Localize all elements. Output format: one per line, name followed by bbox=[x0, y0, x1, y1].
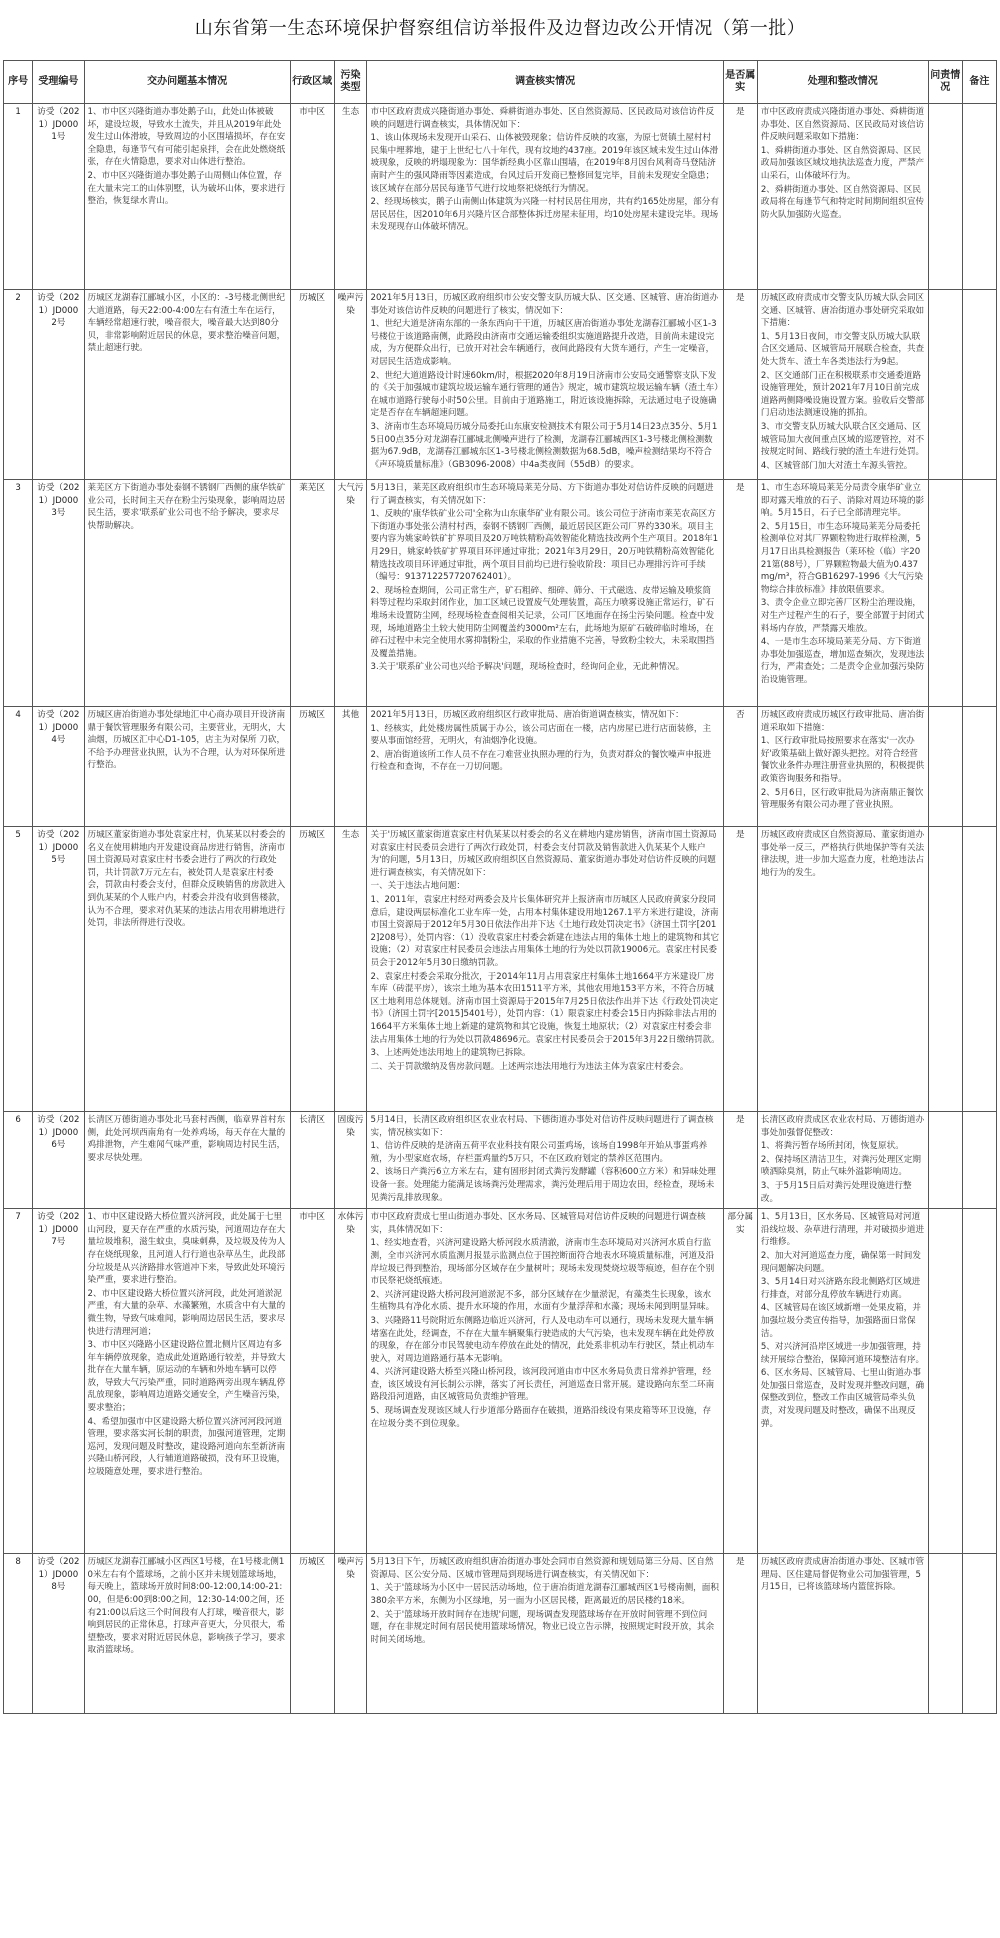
cell-code: 访受（2021）JD0008号 bbox=[33, 1554, 84, 1714]
cell-handling: 历城区政府责成历城区行政审批局、唐冶街道采取如下措施： 1、区行政审批局按照要求在落实'一次办好'政策基础上做好源头把控。对符合经营餐饮业条件办理注册营业执照的，积极提供政策咨询服务和指导。 2、5月6日，区行政审批局为济南鼎正餐饮管理服务有限公司办理了营业执照。 bbox=[757, 707, 928, 827]
cell-district: 市中区 bbox=[290, 1209, 334, 1554]
cell-pollution: 噪声污染 bbox=[334, 1554, 367, 1714]
cell-pollution: 固废污染 bbox=[334, 1112, 367, 1209]
cell-issue: 历城区唐冶街道办事处绿地汇中心商办项目开设济南鼎于餐饮管理服务有限公司，主要营业，无明火，大油烟，历城区汇中心D1-105，店主为对保所 刀砍，不给予办理营业执照，认为不合理，认为对环保所进行整治。 bbox=[84, 707, 290, 827]
cell-investigation: 2021年5月13日，历城区政府组织区行政审批局、唐冶街道调查核实，情况如下： 1、经核实，此处楼房属性质属于办公，该公司店面在一楼，店内房屋已进行店面装修，主要从事面馆经营，无明火，有油烟净化设施。 2、唐冶街道该所工作人员不存在刁难营业执照办理的行为，负责对群众的餐饮噪声申报进行检查和查询，不存在一刀切问题。 bbox=[367, 707, 723, 827]
table-row bbox=[4, 827, 997, 1112]
cell-issue: 历城区龙湖春江郦城小区西区1号楼，在1号楼北侧10米左右有个篮球场，之前小区并未规划篮球场地，每天晚上，篮球场开放时间8:00-12:00,14:00-21:00，但是6:00到8:00之间，12:30-14:00之间，还有21:00以后这三个时间段有人打球，噪音很大，影响到居民的正常休息，打球声音更大，分贝很大，希望整改，要求对附近居民休息，影响孩子学习，要求取消篮球场。 bbox=[84, 1554, 290, 1714]
cell-verified: 是 bbox=[723, 1112, 757, 1209]
cell-district: 历城区 bbox=[290, 1554, 334, 1714]
cell-verified: 是 bbox=[723, 290, 757, 480]
header-handling: 处理和整改情况 bbox=[757, 61, 928, 104]
cell-code: 访受（2021）JD0005号 bbox=[33, 827, 84, 1112]
header-district: 行政区域 bbox=[290, 61, 334, 104]
header-verified: 是否属实 bbox=[723, 61, 757, 104]
header-accountability: 问责情况 bbox=[928, 61, 962, 104]
cell-investigation: 关于'历城区董家街道袁家庄村仇某某以村委会的名义在耕地内建房销售，济南市国土资源局对袁家庄村民委员会进行了两次行政处罚，村委会支付罚款及销售款进入仇某某个人账户为'的问题，5月13日，历城区政府组织区自然资源局、董家街道办事处对信访件反映的问题进行调查核实，有关情况如下： 一、关于违法占地问题： 1、2011年，袁家庄村经对两委会及片长集体研究并上报济南市历城区人民政府黄家分段同意后，建设两层标准化工业车库一处，占用本村集体建设用地1267.1平方米进行建设，济南市国土资源局于2012年5月30日依法作出并下达《土地行政处罚决定书》（济国土罚字[2012]208号），处罚内容：（1）没收袁家庄村委会新建在违法占用的集体土地上的建筑物和其它设施；（2）对袁家庄村民委员会违法占用集体土地的行为处以罚款19006元。袁家庄村民委员会于2012年5月30日缴纳罚款。 2、袁家庄村委会采取分批次，于2014年11月占用袁家庄村集体土地1664平方米建设厂房车库（砖混平房），该宗土地为基本农田1511平方米，其他农用地153平方米，不符合历城区土地利用总体规划。济南市国土资源局于2015年7月25日依法作出并下达《行政处罚决定书》（济国土罚字[2015]5401号），处罚内容：（1）限袁家庄村委会15日内拆除非法占用的1664平方米集体土地上新建的建筑物和其它设施，恢复土地原状；（2）对袁家庄村委会非法占用集体土地的行为处以罚款48696元。袁家庄村民委员会于2015年3月22日缴纳罚款。 3、上述两处违法用地上的建筑物已拆除。 二、关于罚款缴纳及售房款问题。上述两宗违法用地行为违法主体为袁家庄村委会。 bbox=[367, 827, 723, 1112]
cell-issue: 历城区龙湖春江郦城小区，小区的：-3号楼北侧世纪大道道路，每天22:00-4:00左右有渣土车在运行，车辆经常超速行驶，噪音很大，噪音最大达到80分贝，非常影响附近居民的休息，要求整治噪音问题，禁止超速行驶。 bbox=[84, 290, 290, 480]
cell-issue: 莱芜区方下街道办事处泰钢不锈钢厂西侧的康华铁矿业公司，长时间主天存在粉尘污染现象，影响周边居民生活，要求'联系矿业公司也不给予解决，要求尽快帮助解决。 bbox=[84, 480, 290, 707]
cell-issue: 历城区董家街道办事处袁家庄村，仇某某以村委会的名义在使用耕地内开发建设商品房进行销售，济南市国土资源局对袁家庄村书委会进行了两次的行政处罚，共计罚款7万元左右，被处罚人是袁家庄村委会，罚款由村委会支付，但群众反映销售的房款进入到仇某某的个人账户内，村委会并没有收到售楼款，认为不合理，要求对仇某某的违法占用农用耕地进行处罚，非法所得进行没收。 bbox=[84, 827, 290, 1112]
cell-remark bbox=[962, 480, 996, 707]
header-seq: 序号 bbox=[4, 61, 33, 104]
cell-pollution: 生态 bbox=[334, 104, 367, 290]
cell-pollution: 大气污染 bbox=[334, 480, 367, 707]
cell-remark bbox=[962, 104, 996, 290]
cell-accountability bbox=[928, 480, 962, 707]
cell-district: 历城区 bbox=[290, 707, 334, 827]
cell-pollution: 水体污染 bbox=[334, 1209, 367, 1554]
cell-investigation: 5月13日，莱芜区政府组织市生态环境局莱芜分局、方下街道办事处对信访件反映的问题进行了调查核实，有关情况如下： 1、反映的'康华铁矿业公司'全称为山东康华矿业有限公司。该公司位于济南市莱芜农高区方下街道办事处张公清村村西，泰钢不锈钢厂西侧，最近居民区距公司厂界约330米。项目主要内容为姚家岭铁矿扩界项目及20万吨铁精粉高效智能化精选技改两个生产项目。2018年1月29日，姚家岭铁矿扩界项目环评通过审批；2021年3月29日，20万吨铁精粉高效智能化精选技改项目环评通过审批，两个项目目前均已进行验收阶段：项目已办理排污许可手续（编号：913712257720762401）。 2、现场检查期间，公司正常生产，矿石粗碎、细碎、筛分、干式磁选、皮带运输及喷浆筒料等过程均采取封闭作业，加工区域已设置废气处理装置，高压力喷雾设施正常运行，矿石堆场未设置防尘网，经现场检查查阅相关记录，公司厂区地面存在扬尘污染问题。检查中发现，场地道路尘土较大使用防尘网覆盖约3000m²左右，此场地为原矿石破碎临时堆场，在碎石过程中未完全使用水雾抑制粉尘，采取的作业措施不完善，导致粉尘较大，未采取围挡及覆盖措施。 3.关于'联系矿业公司也兴给予解决'问题，现场检查时，经询问企业，无此种情况。 bbox=[367, 480, 723, 707]
cell-pollution: 噪声污染 bbox=[334, 290, 367, 480]
cell-remark bbox=[962, 1554, 996, 1714]
table-header bbox=[4, 61, 997, 104]
header-code: 受理编号 bbox=[33, 61, 84, 104]
cell-district: 市中区 bbox=[290, 104, 334, 290]
cell-district: 历城区 bbox=[290, 290, 334, 480]
cell-seq: 7 bbox=[4, 1209, 33, 1554]
cell-issue: 1、市中区兴隆街道办事处鹅子山，此处山体被破坏，建设垃圾，导致水土流失，并且从2019年此处发生过山体滑坡，导致周边的小区围墙损坏，存在安全隐患，每逢节气有可能引起泉拌，会在此处燃烧纸张，存在火情隐患，要求对山体进行整治。 2、市中区兴隆街道办事处鹅子山周侧山体位置，存在大量未完工的山体别墅，认为破坏山体，要求进行整治，恢复绿水青山。 bbox=[84, 104, 290, 290]
cell-remark bbox=[962, 1209, 996, 1554]
cell-handling: 长清区政府责成区农业农村局、万德街道办事处加强督促整改： 1、将粪污暂存场所封闭，恢复原状。 2、保持场区清洁卫生，对粪污处理区定期喷洒除臭剂，防止气味外溢影响周边。 3、于5月15日后对粪污处理设施进行整改。 bbox=[757, 1112, 928, 1209]
header-pollution: 污染类型 bbox=[334, 61, 367, 104]
table-row bbox=[4, 1209, 997, 1554]
cell-seq: 4 bbox=[4, 707, 33, 827]
cell-handling: 历城区政府责成唐冶街道办事处、区城市管理局、区住建局督促物业公司加强管理，5月15日，已将该篮球场内篮筐拆除。 bbox=[757, 1554, 928, 1714]
cell-verified: 是 bbox=[723, 480, 757, 707]
cell-verified: 是 bbox=[723, 827, 757, 1112]
table-row bbox=[4, 1112, 997, 1209]
cell-accountability bbox=[928, 290, 962, 480]
cell-accountability bbox=[928, 1554, 962, 1714]
cell-remark bbox=[962, 290, 996, 480]
cell-handling: 历城区政府责成市交警支队历城大队会同区交通、区城管、唐冶街道办事处研究采取如下措施： 1、5月13日夜间，市交警支队历城大队联合区交通局、区城管局开展联合检查，共查处大货车、渣土车各类违法行为9起。 2、区交通部门正在积极联系市交通委道路设施管理处，预计2021年7月10日前完成道路两侧降噪设施设置方案。验收后交警部门启动违法测速设施的抓拍。 3、市交警支队历城大队联合区交通局、区城管局加大夜间重点区域的巡逻管控，对不按规定时间、路线行驶的渣土车进行处罚。 4、区城管部门加大对渣土车源头管控。 bbox=[757, 290, 928, 480]
complaint-table bbox=[3, 60, 997, 1714]
cell-district: 长清区 bbox=[290, 1112, 334, 1209]
cell-handling: 市中区政府责成兴隆街道办事处、舜耕街道办事处、区自然资源局、区民政局对该信访件反映问题采取如下措施： 1、舜耕街道办事处、区自然资源局、区民政局加强该区域坟地执法巡查力度，严禁产山采石，山体破坏行为。 2、舜耕街道办事处、区自然资源局、区民政局将在每逢节气和特定时间期间组织宣传防火队加强防火巡查。 bbox=[757, 104, 928, 290]
cell-verified: 是 bbox=[723, 104, 757, 290]
cell-accountability bbox=[928, 707, 962, 827]
cell-investigation: 市中区政府责成兴隆街道办事处、舜耕街道办事处、区自然资源局、区民政局对该信访件反映的问题进行调查核实，具体情况如下： 1、该山体现场未发现开山采石、山体被毁现象；信访件反映的攻塞，为原七贤镇土屋村村民集中埋葬地，建于上世纪七八十年代，现有坟地约437座。2019年该区域未发生过山体滑坡现象，反映的坍塌现象为：国华新经典小区靠山围墙，在2019年8月因台风利奇马登陆济南时产生的强风降雨等因素造成，台风过后开发商已整修回复完毕，目前未发现安全隐患；该区域存在部分居民每逢节气进行坟地祭祀烧纸行为情况。 2、经现场核实，鹅子山南侧山体建筑为兴隆一村村民居住用房，共有约165处房屋，部分有居民居住，因2010年6月兴隆片区合部整体拆迁房屋未征用，均10处房屋未建设完毕。现场未发现现存山体破坏情况。 bbox=[367, 104, 723, 290]
cell-district: 莱芜区 bbox=[290, 480, 334, 707]
cell-code: 访受（2021）JD0007号 bbox=[33, 1209, 84, 1554]
cell-issue: 长清区万德街道办事处北马套村西侧，临章界首村东侧，此处河坝西南角有一处养鸡场，每天存在大量的鸡排泄物，产生难闻气味严重，影响周边村民生活，要求尽快处理。 bbox=[84, 1112, 290, 1209]
cell-seq: 8 bbox=[4, 1554, 33, 1714]
header-issue: 交办问题基本情况 bbox=[84, 61, 290, 104]
cell-handling: 1、市生态环境局莱芜分局责令康华矿业立即对露天堆放的石子、消除对周边环境的影响。5月15日，石子已全部清理完毕。 2、5月15日，市生态环境局莱芜分局委托检测单位对其厂界颗粒物进行取样检测，5月17日出具检测报告（莱环检（临）字2021第(88号），厂界颗粒物最大值为0.437mg/m³，符合GB16297-1996《大气污染物综合排放标准》排放限值要求。 3、责令企业立即完善厂区粉尘治理设施，对生产过程产生的石子，要全部置于封闭式料场内存放，严禁露天堆放。 4、一是市生态环境局莱芜分局、方下街道办事处加强巡查，增加巡查频次，发现违法行为，严肃查处；二是责令企业加强污染防治设施管理。 bbox=[757, 480, 928, 707]
cell-accountability bbox=[928, 1209, 962, 1554]
cell-investigation: 市中区政府责成七里山街道办事处、区水务局、区城管局对信访件反映的问题进行调查核实，具体情况如下： 1、经实地查看，兴济河建设路大桥河段水质清澈，济南市生态环境局对兴济河水质自行监测，全市兴济河水质监测月报显示监测点位于国控断面符合地表水环境质量标准，河道及沿岸垃圾已得到整治，现场部分区域存在少量树叶；现场未发现焚烧垃圾等痕迹，但存在个别市民祭祀烧纸痕迹。 2、兴济河建设路大桥河段河道淤泥不多，部分区域存在少量淤泥，有藻类生长现象，该水生植物具有净化水质、提升水环境的作用，水面有少量浮萍和水藻；现场未闻到明显异味。 3、兴隆路11号院附近东侧路边临近兴济河，行人及电动车可以通行，现场未发现大量车辆堵塞在此处，经调查，不存在大量车辆聚集行驶造成的大气污染，也未发现车辆在此处停放的现象，存在部分市民驾驶电动车停放在此处的情况，此处系非机动车行驶区，禁止机动车驶入，对周边道路通行基本无影响。 4、兴济河建设路大桥至兴隆山桥河段，该河段河道由市中区水务局负责日常养护管理，经查，该区域设有河长制公示牌，落实了河长责任，河道巡查日常开展。建设路向东至二环南路段沿河道路，由区城管局负责维护管理。 5、现场调查发现该区域人行步道部分路面存在破损，道路沿线设有果皮箱等环卫设施，存在垃圾分类不到位现象。 bbox=[367, 1209, 723, 1554]
cell-code: 访受（2021）JD0003号 bbox=[33, 480, 84, 707]
cell-pollution: 其他 bbox=[334, 707, 367, 827]
cell-remark bbox=[962, 827, 996, 1112]
cell-code: 访受（2021）JD0002号 bbox=[33, 290, 84, 480]
cell-code: 访受（2021）JD0001号 bbox=[33, 104, 84, 290]
cell-seq: 1 bbox=[4, 104, 33, 290]
table-row bbox=[4, 480, 997, 707]
cell-district: 历城区 bbox=[290, 827, 334, 1112]
cell-investigation: 5月13日下午，历城区政府组织唐冶街道办事处会同市自然资源和规划局第三分局、区自然资源局、区公安分局、区城市管理局到现场进行调查核实，有关情况如下： 1、关于'篮球场为小区中一居民活动场地，位于唐冶街道龙湖春江郦城西区1号楼南侧，面积380余平方米，东侧为小区绿地，另一面为小区居民楼，距离最近的居民楼约18米。 2、关于'篮球场开放时间存在违规'问题，现场调查发现篮球场存在开放时间管理不到位问题，存在非规定时间有居民使用篮球场情况，物业已设立告示牌，按照规定时段开放，其余时间关闭场地。 bbox=[367, 1554, 723, 1714]
header-remark: 备注 bbox=[962, 61, 996, 104]
cell-remark bbox=[962, 1112, 996, 1209]
cell-remark bbox=[962, 707, 996, 827]
page-title: 山东省第一生态环境保护督察组信访举报件及边督边改公开情况（第一批） bbox=[194, 18, 806, 39]
header-investigation: 调查核实情况 bbox=[367, 61, 723, 104]
cell-code: 访受（2021）JD0006号 bbox=[33, 1112, 84, 1209]
cell-accountability bbox=[928, 1112, 962, 1209]
cell-seq: 5 bbox=[4, 827, 33, 1112]
cell-pollution: 生态 bbox=[334, 827, 367, 1112]
table-row bbox=[4, 707, 997, 827]
cell-investigation: 5月14日，长清区政府组织区农业农村局、下德街道办事处对信访件反映问题进行了调查核实，情况核实如下： 1、信访件反映的是济南五荷平农业科技有限公司蛋鸡场，该场自1998年开始从事蛋鸡养殖，为小型家庭农场，存栏蛋鸡量约5万只，不在区政府划定的禁养区范围内。 2、该场日产粪污6立方米左右，建有固形封闭式粪污发酵罐（容积600立方米）和异味处理设备一套。处理能力能满足该场粪污处理需求，粪污处理后用于周边农田，经检查，现场未见粪污乱排放现象。 bbox=[367, 1112, 723, 1209]
cell-seq: 2 bbox=[4, 290, 33, 480]
cell-issue: 1、市中区建设路大桥位置兴济河段，此处属于七里山河段，夏天存在严重的水质污染，河道周边存在大量垃圾堆积，滋生蚊虫，臭味刺鼻，及垃圾及传为人存在烧纸现象，且河道人行行道也杂草丛生，此段部分垃圾是从兴济路排水管道冲下来，导致此处环境污染严重，要求进行整治。 2、市中区建设路大桥位置兴济河段，此处河道淤泥严重，有大量的杂草、水藻繁殖，水质含中有大量的微生物，导致气味难闻，影响周边居民生活，要求尽快进行清理河道； 3、市中区兴隆路小区建设路位置北侧片区周边有多年车辆停放现象，造成此处道路通行较差，并导致大批存在大量车辆，原运动的车辆和外地车辆可以停放，导致大气污染严重，同时道路两旁出现车辆乱停乱放现象，影响周边道路交通安全，产生噪音污染，要求整治； 4、希望加强市中区建设路大桥位置兴济河河段河道管理，要求落实河长制的职责，加强河道管理，定期巡河，发现问题及时整改，建设路河道向东至新济南兴隆山桥河段，人行辅道道路破损，没有环卫设施，垃圾随意处理，要求进行整治。 bbox=[84, 1209, 290, 1554]
cell-verified: 否 bbox=[723, 707, 757, 827]
table-row bbox=[4, 1554, 997, 1714]
cell-accountability bbox=[928, 827, 962, 1112]
cell-investigation: 2021年5月13日，历城区政府组织市公安交警支队历城大队、区交通、区城管、唐冶街道办事处对该信访件反映的问题进行了核实，情况如下： 1、世纪大道是济南东部的一条东西向干干道，历城区唐冶街道办事处龙湖春江郦城小区1-3号楼位于该道路南侧，此路段由济南市交通运输委组织实施道路提升改造，目前尚未建设完成，为方便群众出行，已放开对社会车辆通行，夜间此路段有大货车通行，产生一定噪音，对居民生活造成影响。 2、世纪大道道路设计时速60km/时，根据2020年8月19日济南市公安局交通警察支队下发的《关于加强城市建筑垃圾运输车通行管理的通告》规定，城市建筑垃圾运输车辆（渣土车）在城市道路行驶每小时50公里。目前由于道路施工，附近该设施拆除，无法通过电子设施确定是否存在车辆超速问题。 3、济南市生态环境局历城分局委托山东康安检测技术有限公司于5月14日23点35分、5月15日00点35分对龙湖春江郦城北侧噪声进行了检测，龙湖春江郦城西区1-3号楼北侧检测数据为67.9dB，龙湖春江郦城东区1-3号楼北侧检测数据为68.5dB，噪声检测结果均不符合《声环境质量标准》（GB3096-2008）中4a类夜间（55dB）的要求。 bbox=[367, 290, 723, 480]
cell-handling: 1、5月13日，区水务局、区城管局对河道沿线垃圾、杂草进行清理，并对破损步道进行维修。 2、加大对河道巡查力度，确保第一时间发现问题解决问题。 3、5月14日对兴济路东段北侧路灯区域进行排查，对部分乱停放车辆进行劝离。 4、区城管局在该区域新增一处果皮箱，并加强垃圾分类宣传指导，加强路面日常保洁。 5、对兴济河沿岸区域进一步加强管理，持续开展综合整治，保障河道环境整洁有序。 6、区水务局、区城管局、七里山街道办事处加强日常巡查，及时发现并整改问题，确保整改到位，整改工作由区城管局牵头负责，对发现问题及时整改，确保不出现反弹。 bbox=[757, 1209, 928, 1554]
table-row bbox=[4, 104, 997, 290]
cell-accountability bbox=[928, 104, 962, 290]
cell-verified: 部分属实 bbox=[723, 1209, 757, 1554]
table-row bbox=[4, 290, 997, 480]
cell-handling: 历城区政府责成区自然资源局、董家街道办事处举一反三，严格执行供地保护等有关法律法规，进一步加大巡查力度，杜绝违法占地行为的发生。 bbox=[757, 827, 928, 1112]
cell-code: 访受（2021）JD0004号 bbox=[33, 707, 84, 827]
cell-seq: 3 bbox=[4, 480, 33, 707]
cell-seq: 6 bbox=[4, 1112, 33, 1209]
cell-verified: 是 bbox=[723, 1554, 757, 1714]
